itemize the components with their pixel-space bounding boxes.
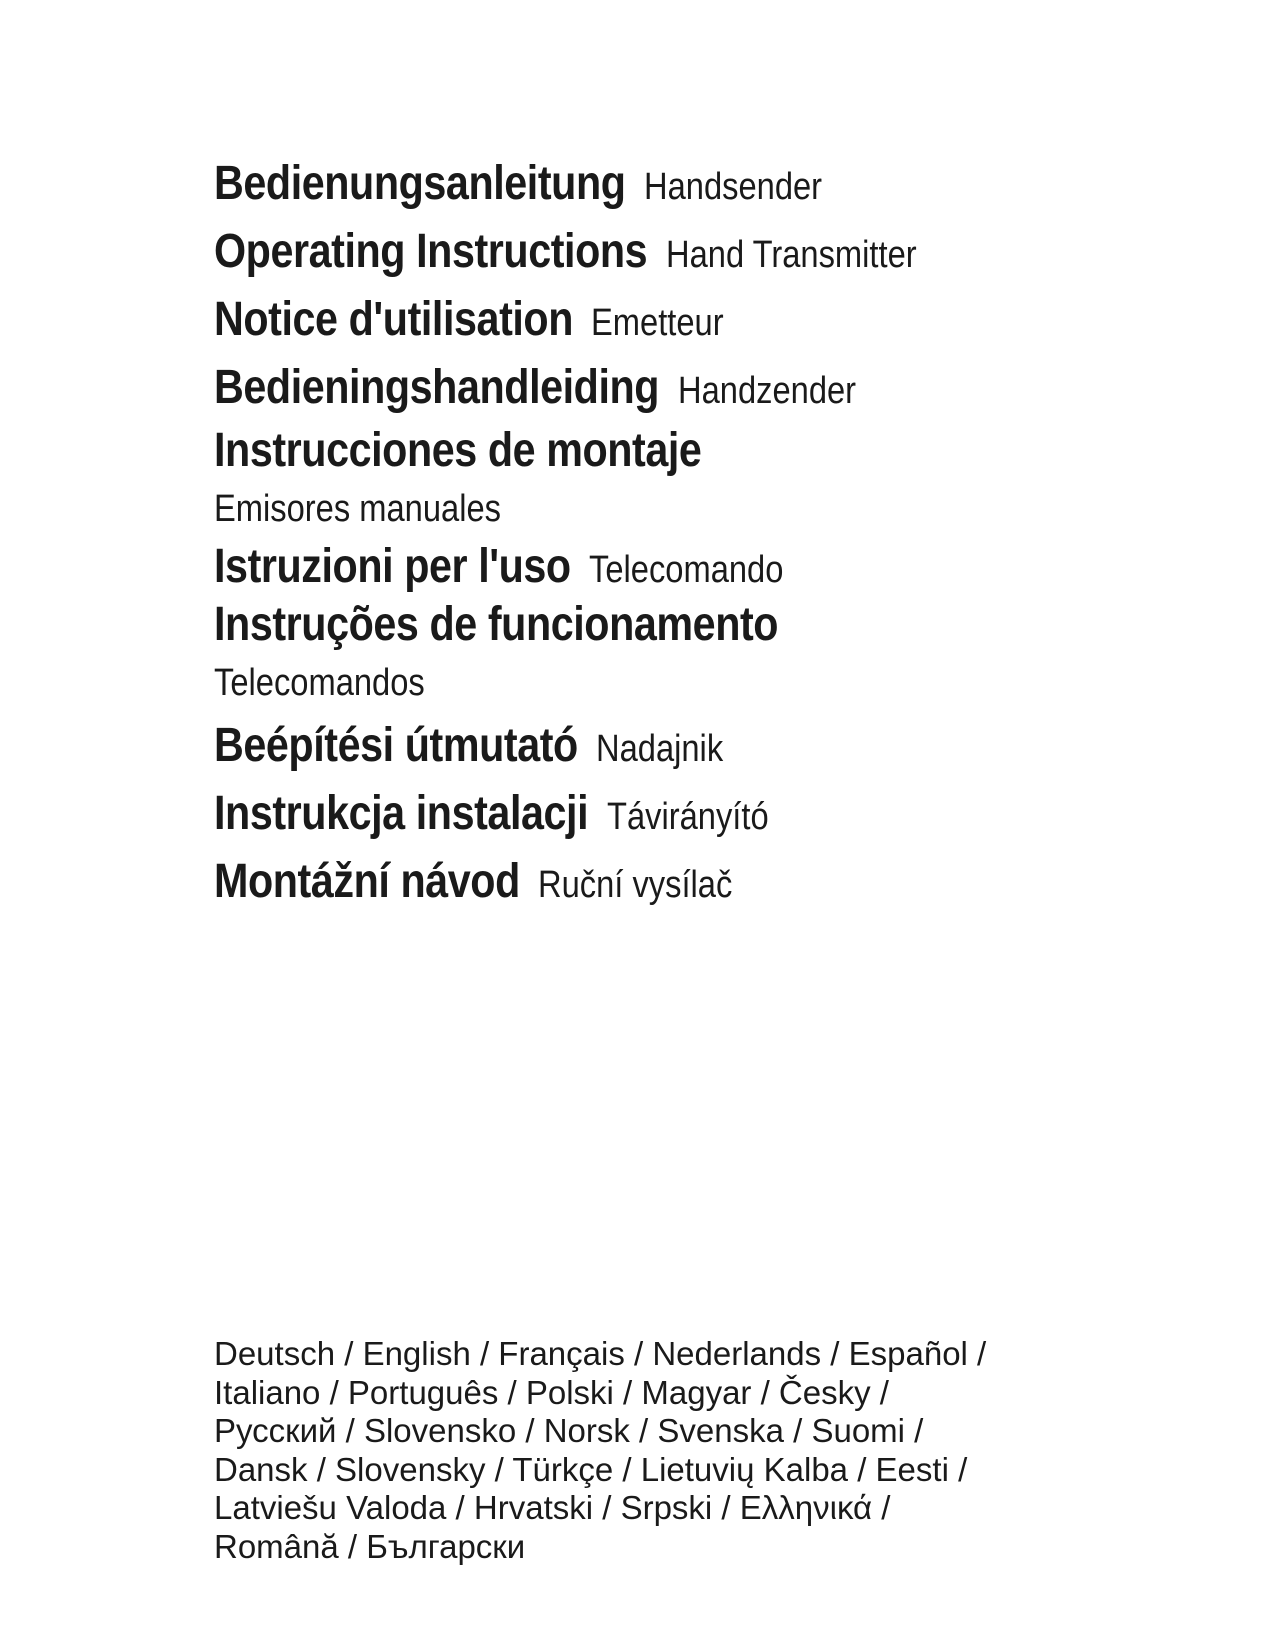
title-line-de: Bedienungsanleitung Handsender (214, 150, 1214, 218)
title-main: Instruções de funcionamento (214, 598, 779, 651)
title-main: Instrucciones de montaje (214, 424, 702, 477)
title-sub: Ruční vysílač (538, 864, 733, 906)
title-sub: Telecomando (589, 549, 784, 591)
title-block (214, 150, 1214, 916)
title-sub: Hand Transmitter (665, 234, 917, 276)
title-sub: Handzender (677, 370, 856, 412)
title-line-cz: Montážní návod Ruční vysílač (214, 848, 1214, 916)
language-line: Italiano / Português / Polski / Magyar / Česky / (214, 1373, 889, 1411)
title-line-pl: Instrukcja instalacji Távirányító (214, 780, 1214, 848)
title-line-hu: Beépítési útmutató Nadajnik (214, 712, 1214, 780)
title-line-fr: Notice d'utilisation Emetteur (214, 286, 1214, 354)
title-line-pt (214, 596, 1214, 654)
title-sub: Emisores manuales (214, 488, 501, 530)
title-line-es-sub (214, 480, 1214, 538)
title-sub: Nadajnik (596, 728, 724, 770)
language-list (214, 1335, 1114, 1566)
language-line: Deutsch / English / Français / Nederlands / Español / (214, 1335, 987, 1372)
title-line-en: Operating Instructions Hand Transmitter (214, 218, 1214, 286)
title-line-pt-sub (214, 654, 1214, 712)
title-sub: Távirányító (606, 796, 769, 838)
language-line: Română / Български (214, 1527, 526, 1565)
title-sub: Telecomandos (214, 662, 425, 704)
language-line: Русский / Slovensko / Norsk / Svenska / Suomi / (214, 1412, 924, 1449)
title-sub: Emetteur (591, 302, 725, 344)
title-sub: Handsender (643, 166, 823, 208)
title-line-it: Istruzioni per l'uso Telecomando (214, 538, 1214, 596)
title-line-nl: Bedieningshandleiding Handzender (214, 354, 1214, 422)
language-line: Latviešu Valoda / Hrvatski / Srpski / Ελληνικά / (214, 1489, 891, 1526)
title-line-es (214, 422, 1214, 480)
language-line: Dansk / Slovensky / Türkçe / Lietuvių Kalba / Eesti / (214, 1450, 968, 1488)
